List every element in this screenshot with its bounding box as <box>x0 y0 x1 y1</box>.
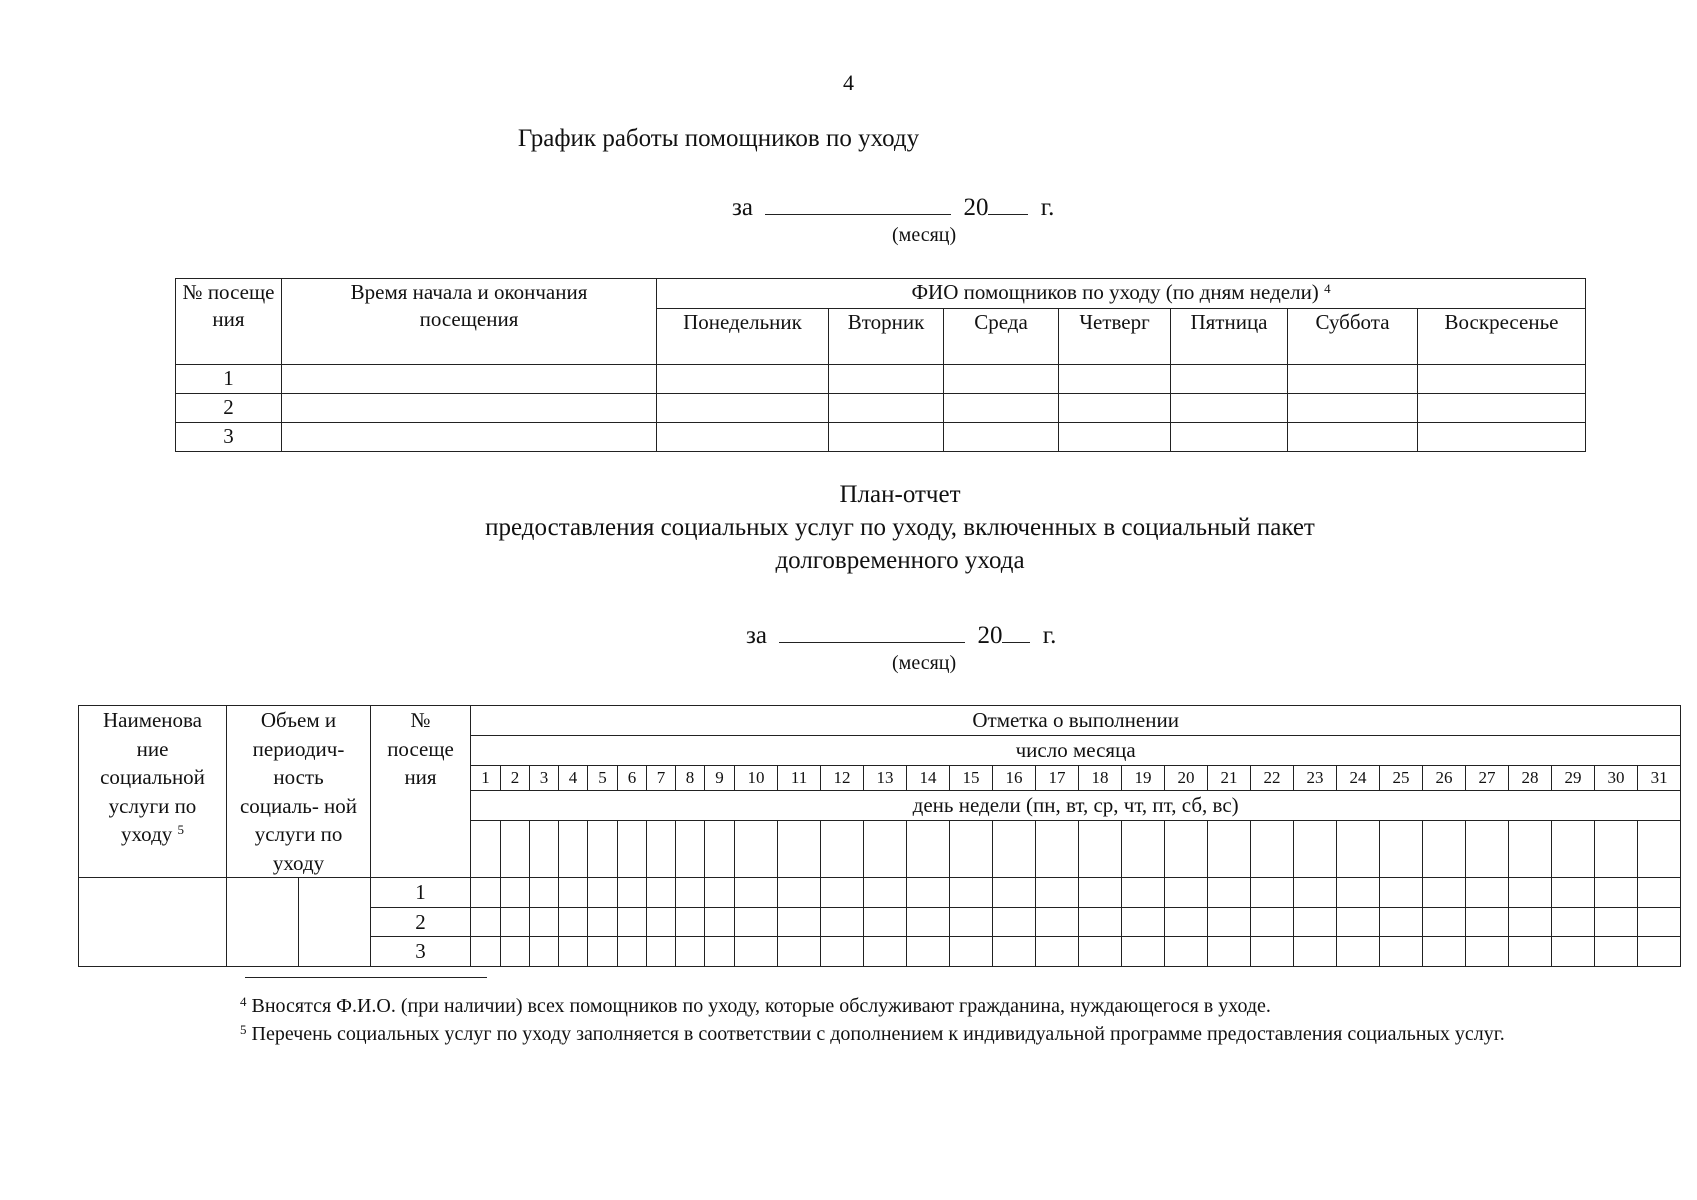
fio-cell[interactable] <box>944 365 1059 394</box>
mark-cell[interactable] <box>1036 937 1079 967</box>
schedule-title-text: График работы помощников по уходу <box>517 125 920 152</box>
weekday-cell[interactable] <box>1337 821 1380 878</box>
mark-cell[interactable] <box>471 907 501 937</box>
mark-cell[interactable] <box>864 907 907 937</box>
mark-cell[interactable] <box>676 937 705 967</box>
day-header: Вторник <box>829 309 944 365</box>
weekday-cell[interactable] <box>588 821 618 878</box>
time-header: Время начала и окончания посещения <box>282 279 657 365</box>
mark-cell[interactable] <box>864 937 907 967</box>
visit-no-header: № посеще ния <box>371 706 471 878</box>
mark-cell[interactable] <box>588 907 618 937</box>
mark-cell[interactable] <box>1208 878 1251 908</box>
mark-cell[interactable] <box>705 937 735 967</box>
mark-cell[interactable] <box>1208 937 1251 967</box>
day-number: 19 <box>1122 765 1165 790</box>
table-row <box>176 394 1586 423</box>
weekday-cell[interactable] <box>1294 821 1337 878</box>
mark-cell[interactable] <box>1509 878 1552 908</box>
day-number: 20 <box>1165 765 1208 790</box>
month-blank <box>779 618 965 643</box>
weekday-cell[interactable] <box>1208 821 1251 878</box>
volume-cell[interactable] <box>227 878 299 967</box>
weekday-cell[interactable] <box>1423 821 1466 878</box>
weekday-cell[interactable] <box>618 821 647 878</box>
row-number: 1 <box>371 878 471 908</box>
fio-cell[interactable] <box>1418 394 1586 423</box>
plan-title-line: долговременного ухода <box>775 547 1025 574</box>
footnote-4 <box>168 992 1630 1020</box>
plan-period <box>746 618 1056 650</box>
mark-cell[interactable] <box>1251 907 1294 937</box>
mark-cell[interactable] <box>1294 878 1337 908</box>
fio-cell[interactable] <box>944 423 1059 452</box>
day-number: 10 <box>735 765 778 790</box>
mark-cell[interactable] <box>559 878 588 908</box>
mark-cell[interactable] <box>1552 878 1595 908</box>
footnote-5 <box>168 1020 1630 1048</box>
weekday-cell[interactable] <box>821 821 864 878</box>
day-number: 30 <box>1595 765 1638 790</box>
mark-cell[interactable] <box>1294 937 1337 967</box>
fio-cell[interactable] <box>1288 394 1418 423</box>
mark-cell[interactable] <box>471 937 501 967</box>
mark-cell[interactable] <box>588 937 618 967</box>
mark-cell[interactable] <box>1638 907 1681 937</box>
mark-cell[interactable] <box>530 907 559 937</box>
fio-cell[interactable] <box>1059 365 1171 394</box>
mark-cell[interactable] <box>1122 907 1165 937</box>
day-number: 9 <box>705 765 735 790</box>
fio-cell[interactable] <box>1171 394 1288 423</box>
day-number: 27 <box>1466 765 1509 790</box>
fio-cell[interactable] <box>657 423 829 452</box>
mark-cell[interactable] <box>1380 878 1423 908</box>
fio-cell[interactable] <box>829 365 944 394</box>
day-number: 4 <box>559 765 588 790</box>
footnote-text: Вносятся Ф.И.О. (при наличии) всех помощников по уходу, которые обслуживают гражданина, нуждающегося в уходе. <box>251 995 1271 1017</box>
mark-cell[interactable] <box>1638 937 1681 967</box>
day-number: 15 <box>950 765 993 790</box>
footnote-mark: 5 <box>240 1022 247 1037</box>
mark-cell[interactable] <box>993 878 1036 908</box>
service-name-header <box>79 706 227 878</box>
mark-cell[interactable] <box>735 937 778 967</box>
weekday-cell[interactable] <box>471 821 501 878</box>
row-number: 2 <box>371 907 471 937</box>
day-number: 5 <box>588 765 618 790</box>
day-header: Четверг <box>1059 309 1171 365</box>
mark-cell[interactable] <box>778 937 821 967</box>
mark-cell[interactable] <box>778 907 821 937</box>
mark-cell[interactable] <box>1079 937 1122 967</box>
day-number: 24 <box>1337 765 1380 790</box>
period-prefix: за <box>746 622 767 649</box>
plan-title-line: предоставления социальных услуг по уходу, включенных в социальный пакет <box>485 514 1315 541</box>
weekday-cell[interactable] <box>907 821 950 878</box>
mark-cell[interactable] <box>530 878 559 908</box>
mark-cell[interactable] <box>705 907 735 937</box>
mark-cell[interactable] <box>647 878 676 908</box>
day-number: 29 <box>1552 765 1595 790</box>
year-blank <box>1002 618 1030 643</box>
mark-cell[interactable] <box>1595 907 1638 937</box>
mark-cell[interactable] <box>821 937 864 967</box>
year-prefix: 20 <box>963 194 989 221</box>
service-name-cell[interactable] <box>79 878 227 967</box>
day-header: Воскресенье <box>1418 309 1586 365</box>
fio-cell[interactable] <box>829 394 944 423</box>
month-day-header: число месяца <box>471 735 1681 765</box>
weekday-cell[interactable] <box>1122 821 1165 878</box>
time-cell[interactable] <box>282 423 657 452</box>
day-number: 18 <box>1079 765 1122 790</box>
year-suffix: г. <box>1042 622 1057 649</box>
mark-cell[interactable] <box>1595 937 1638 967</box>
mark-cell[interactable] <box>1423 878 1466 908</box>
day-number: 23 <box>1294 765 1337 790</box>
day-number: 7 <box>647 765 676 790</box>
table-row <box>79 878 1681 908</box>
weekday-cell[interactable] <box>1466 821 1509 878</box>
schedule-period <box>732 190 1054 222</box>
mark-cell[interactable] <box>1165 878 1208 908</box>
weekday-cell[interactable] <box>676 821 705 878</box>
fio-cell[interactable] <box>1418 423 1586 452</box>
plan-month-hint: (месяц) <box>892 652 957 674</box>
month-blank <box>765 190 951 215</box>
weekday-cell[interactable] <box>778 821 821 878</box>
day-header: Суббота <box>1288 309 1418 365</box>
footnote-ref-4: 4 <box>1324 281 1331 296</box>
mark-cell[interactable] <box>676 878 705 908</box>
mark-cell[interactable] <box>676 907 705 937</box>
mark-cell[interactable] <box>1036 878 1079 908</box>
weekday-header: день недели (пн, вт, ср, чт, пт, сб, вс) <box>471 791 1681 821</box>
mark-cell[interactable] <box>1423 907 1466 937</box>
plan-title-line: План-отчет <box>839 481 961 508</box>
weekday-cell[interactable] <box>1036 821 1079 878</box>
mark-cell[interactable] <box>1165 907 1208 937</box>
page-number: 4 <box>843 70 854 95</box>
mark-cell[interactable] <box>821 878 864 908</box>
mark-cell[interactable] <box>618 907 647 937</box>
day-number: 11 <box>778 765 821 790</box>
day-number: 6 <box>618 765 647 790</box>
weekday-cell[interactable] <box>993 821 1036 878</box>
mark-cell[interactable] <box>559 907 588 937</box>
weekday-cell[interactable] <box>501 821 530 878</box>
plan-title <box>0 478 1697 577</box>
weekday-cell[interactable] <box>705 821 735 878</box>
day-number: 8 <box>676 765 705 790</box>
year-prefix: 20 <box>977 622 1003 649</box>
weekday-cell[interactable] <box>1251 821 1294 878</box>
mark-cell[interactable] <box>907 937 950 967</box>
mark-cell[interactable] <box>1208 907 1251 937</box>
row-number: 3 <box>371 937 471 967</box>
day-header: Среда <box>944 309 1059 365</box>
footnote-ref-5: 5 <box>177 822 185 837</box>
mark-cell[interactable] <box>735 878 778 908</box>
weekday-cell[interactable] <box>864 821 907 878</box>
footnote-text: Перечень социальных услуг по уходу заполняется в соответствии с дополнением к индивидуальной программе предоставления социальных услуг. <box>251 1023 1505 1045</box>
mark-cell[interactable] <box>501 937 530 967</box>
period-prefix: за <box>732 194 753 221</box>
weekday-cell[interactable] <box>950 821 993 878</box>
fio-cell[interactable] <box>1288 365 1418 394</box>
weekday-cell[interactable] <box>1079 821 1122 878</box>
day-number: 22 <box>1251 765 1294 790</box>
fio-cell[interactable] <box>829 423 944 452</box>
day-number: 16 <box>993 765 1036 790</box>
weekday-cell[interactable] <box>1638 821 1681 878</box>
fio-cell[interactable] <box>657 394 829 423</box>
mark-cell[interactable] <box>530 937 559 967</box>
mark-header: Отметка о выполнении <box>471 706 1681 736</box>
schedule-table <box>175 278 1586 452</box>
mark-cell[interactable] <box>1552 907 1595 937</box>
footnote-separator <box>245 977 487 978</box>
mark-cell[interactable] <box>1552 937 1595 967</box>
day-number: 12 <box>821 765 864 790</box>
weekday-cell[interactable] <box>647 821 676 878</box>
day-number: 31 <box>1638 765 1681 790</box>
mark-cell[interactable] <box>1122 878 1165 908</box>
day-number: 21 <box>1208 765 1251 790</box>
periodicity-cell[interactable] <box>299 878 371 967</box>
mark-cell[interactable] <box>1466 937 1509 967</box>
service-name-header-text: Наименова ние социальной услуги по уходу <box>100 708 205 846</box>
mark-cell[interactable] <box>907 907 950 937</box>
table-row <box>176 423 1586 452</box>
year-suffix: г. <box>1040 194 1055 221</box>
day-number: 1 <box>471 765 501 790</box>
mark-cell[interactable] <box>647 937 676 967</box>
time-cell[interactable] <box>282 365 657 394</box>
mark-cell[interactable] <box>1423 937 1466 967</box>
mark-cell[interactable] <box>705 878 735 908</box>
fio-header <box>657 279 1586 309</box>
mark-cell[interactable] <box>1079 878 1122 908</box>
weekday-cell[interactable] <box>1165 821 1208 878</box>
mark-cell[interactable] <box>993 907 1036 937</box>
fio-cell[interactable] <box>1059 394 1171 423</box>
fio-cell[interactable] <box>657 365 829 394</box>
mark-cell[interactable] <box>1595 878 1638 908</box>
mark-cell[interactable] <box>501 907 530 937</box>
day-number: 13 <box>864 765 907 790</box>
footnote-mark: 4 <box>240 994 247 1009</box>
plan-table <box>78 705 1681 967</box>
fio-cell[interactable] <box>1059 423 1171 452</box>
fio-header-text: ФИО помощников по уходу (по дням недели) <box>911 280 1319 304</box>
mark-cell[interactable] <box>501 878 530 908</box>
mark-cell[interactable] <box>647 907 676 937</box>
weekday-cell[interactable] <box>735 821 778 878</box>
mark-cell[interactable] <box>1466 878 1509 908</box>
mark-cell[interactable] <box>1638 878 1681 908</box>
mark-cell[interactable] <box>950 878 993 908</box>
schedule-title <box>0 125 1437 153</box>
day-number: 28 <box>1509 765 1552 790</box>
mark-cell[interactable] <box>1337 907 1380 937</box>
mark-cell[interactable] <box>950 937 993 967</box>
day-header: Пятница <box>1171 309 1288 365</box>
mark-cell[interactable] <box>1337 937 1380 967</box>
day-number: 25 <box>1380 765 1423 790</box>
fio-cell[interactable] <box>1171 365 1288 394</box>
mark-cell[interactable] <box>1165 937 1208 967</box>
mark-cell[interactable] <box>1036 907 1079 937</box>
mark-cell[interactable] <box>1466 907 1509 937</box>
mark-cell[interactable] <box>1380 907 1423 937</box>
mark-cell[interactable] <box>618 878 647 908</box>
day-number: 3 <box>530 765 559 790</box>
table-row <box>176 365 1586 394</box>
mark-cell[interactable] <box>471 878 501 908</box>
fio-cell[interactable] <box>1288 423 1418 452</box>
year-blank <box>988 190 1028 215</box>
row-number: 1 <box>176 365 282 394</box>
weekday-cell[interactable] <box>559 821 588 878</box>
schedule-month-hint: (месяц) <box>892 224 957 246</box>
weekday-cell[interactable] <box>1509 821 1552 878</box>
mark-cell[interactable] <box>1380 937 1423 967</box>
mark-cell[interactable] <box>1079 907 1122 937</box>
mark-cell[interactable] <box>821 907 864 937</box>
mark-cell[interactable] <box>864 878 907 908</box>
weekday-cell[interactable] <box>1380 821 1423 878</box>
mark-cell[interactable] <box>1294 907 1337 937</box>
fio-cell[interactable] <box>1171 423 1288 452</box>
time-cell[interactable] <box>282 394 657 423</box>
mark-cell[interactable] <box>778 878 821 908</box>
volume-header: Объем и периодич- ность социаль- ной услуги по уходу <box>227 706 371 878</box>
mark-cell[interactable] <box>1251 878 1294 908</box>
day-number: 17 <box>1036 765 1079 790</box>
weekday-cell[interactable] <box>530 821 559 878</box>
mark-cell[interactable] <box>588 878 618 908</box>
mark-cell[interactable] <box>618 937 647 967</box>
mark-cell[interactable] <box>907 878 950 908</box>
fio-cell[interactable] <box>944 394 1059 423</box>
visit-no-header: № посеще ния <box>176 279 282 365</box>
mark-cell[interactable] <box>1251 937 1294 967</box>
mark-cell[interactable] <box>1509 907 1552 937</box>
mark-cell[interactable] <box>1337 878 1380 908</box>
mark-cell[interactable] <box>559 937 588 967</box>
row-number: 2 <box>176 394 282 423</box>
weekday-cell[interactable] <box>1552 821 1595 878</box>
mark-cell[interactable] <box>993 937 1036 967</box>
day-header: Понедельник <box>657 309 829 365</box>
fio-cell[interactable] <box>1418 365 1586 394</box>
mark-cell[interactable] <box>735 907 778 937</box>
mark-cell[interactable] <box>1509 937 1552 967</box>
day-number: 26 <box>1423 765 1466 790</box>
row-number: 3 <box>176 423 282 452</box>
mark-cell[interactable] <box>950 907 993 937</box>
day-number: 2 <box>501 765 530 790</box>
day-number: 14 <box>907 765 950 790</box>
weekday-cell[interactable] <box>1595 821 1638 878</box>
footnotes <box>168 992 1630 1048</box>
mark-cell[interactable] <box>1122 937 1165 967</box>
